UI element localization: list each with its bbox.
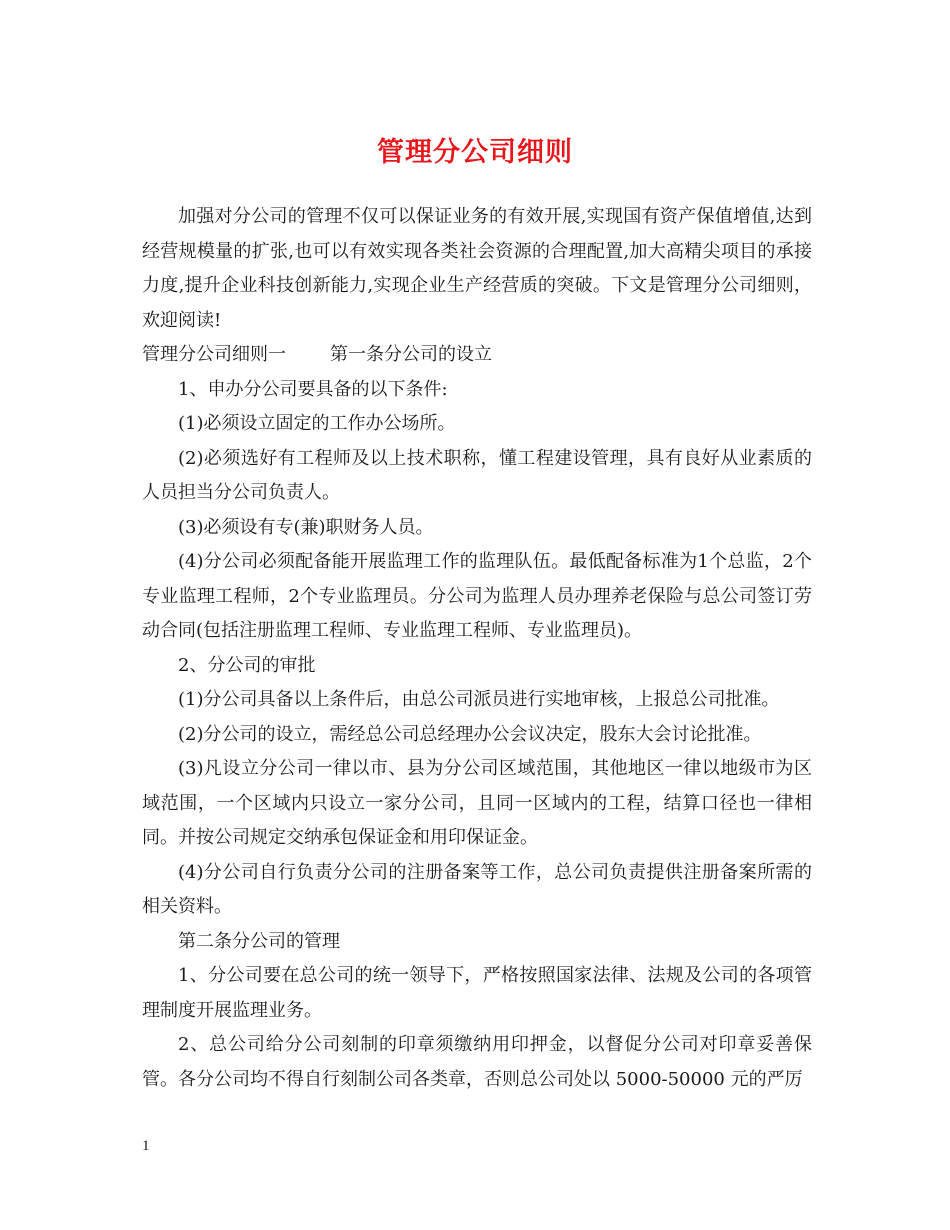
paragraph: (2)分公司的设立，需经总公司总经理办公会议决定，股东大会讨论批准。 (178, 723, 762, 745)
section-heading-line (142, 338, 812, 373)
paragraph: (3)凡设立分公司一律以市、县为分公司区域范围，其他地区一律以地级市为区域范围，一个区域内只设立一家分公司，且同一区域内的工程，结算口径也一律相同。并按公司规定交纳承包保证金和用印保证金。 (142, 758, 812, 848)
paragraph: 1、分公司要在总公司的统一领导下，严格按照国家法律、法规及公司的各项管理制度开展监理业务。 (142, 965, 812, 1021)
section-heading: 管理分公司细则一 (142, 344, 286, 365)
paragraph: (4)分公司必须配备能开展监理工作的监理队伍。最低配备标准为1个总监，2个专业监理工程师，2个专业监理员。分公司为监理人员办理养老保险与总公司签订劳动合同(包括注册监理工程师、专业监理工程师、专业监理员)。 (142, 551, 812, 641)
paragraph: 1、申办分公司要具备的以下条件: (178, 378, 448, 400)
intro-paragraph: 加强对分公司的管理不仅可以保证业务的有效开展,实现国有资产保值增值,达到经营规模量的扩张,也可以有效实现各类社会资源的合理配置,加大高精尖项目的承接力度,提升企业科技创新能力,实现企业生产经营质的突破。下文是管理分公司细则，欢迎阅读! (142, 206, 812, 331)
article-heading: 第一条分公司的设立 (330, 344, 492, 365)
paragraph: 2、总公司给分公司刻制的印章须缴纳用印押金，以督促分公司对印章妥善保管。各分公司均不得自行刻制公司各类章，否则总公司处以 5000-50000 元的严厉 (142, 1034, 812, 1090)
paragraph: (3)必须设有专(兼)职财务人员。 (178, 516, 434, 538)
page-number: 1 (142, 1138, 150, 1154)
paragraph: (1)分公司具备以上条件后，由总公司派员进行实地审核，上报总公司批准。 (178, 689, 780, 710)
paragraph: (4)分公司自行负责分公司的注册备案等工作，总公司负责提供注册备案所需的相关资料。 (142, 861, 812, 917)
paragraph: (1)必须设立固定的工作办公场所。 (178, 413, 456, 434)
paragraph: 2、分公司的审批 (178, 654, 316, 676)
paragraph: 第二条分公司的管理 (178, 930, 340, 952)
document-body (142, 200, 812, 1097)
document-title: 管理分公司细则 (377, 137, 573, 168)
paragraph: (2)必须选好有工程师及以上技术职称，懂工程建设管理，具有良好从业素质的人员担当分公司负责人。 (142, 447, 812, 503)
